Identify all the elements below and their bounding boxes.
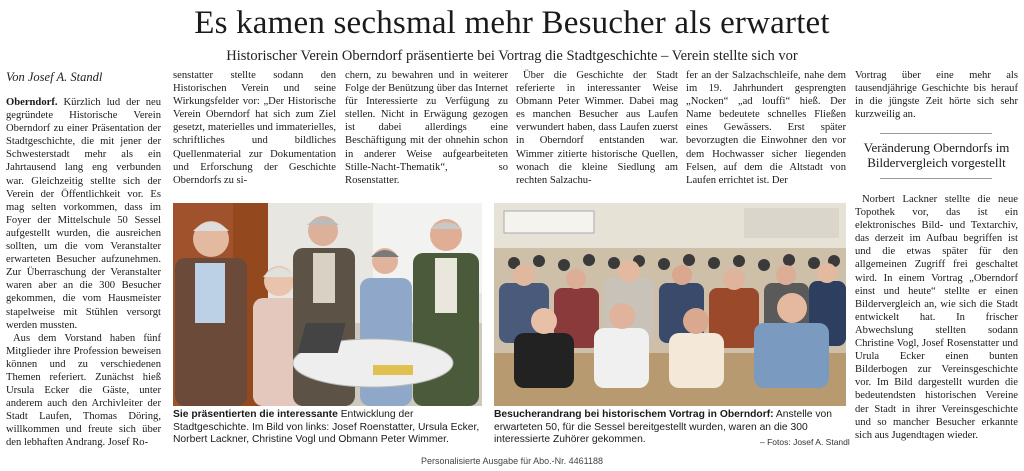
caption-bold: Besucherandrang bei historischem Vortrag in Oberndorf: [494, 409, 774, 420]
caption-text: Entwicklung der Stadtgeschichte. Im Bild von links: Josef Roenstatter, Ursula Ecker, Norbert Lackner, Christine Vogl und Obmann Peter Wimmer. [173, 409, 480, 446]
lead-text: Kürzlich lud der neu gegründete Historische Verein Oberndorf zu einer Präsentation der Stadtgeschichte, die mit jener der Schwesterstadt mehr als ein Jahrtausend lang eng verbunden war. Gleichzeitig stellte sich der Verein der Öffentlichkeit vor. Es mag selten vorkommen, dass im Foyer der Mittelschule 50 Sessel aufgestellt wurden, die ausreichen sollten, um die vom Veranstalter erwarteten Besucher aufzunehmen. Zur Überraschung der Veranstalter waren aber an die 300 Besucher gekommen, die vom Hausmeister stapelweise mit Stühlen versorgt werden mussten. [6, 97, 161, 331]
lead-place: Oberndorf. [6, 97, 58, 108]
caption-bold: Sie präsentierten die interessante [173, 409, 338, 420]
article-column-1 [6, 96, 161, 450]
paragraph: Aus dem Vorstand haben fünf Mitglieder ihre Profession beweisen können und zu verschiedenen Themen referiert. Zunächst hieß Ursula Ecker die Gäste, unter anderem auch den Archivleiter der Stadt Laufen, Thomas Döring, willkommen und freute sich über den lebhaften Andrang. Josef Ro- [6, 332, 161, 449]
byline: Von Josef A. Standl [6, 70, 103, 84]
article-column-2 [173, 69, 336, 187]
article-column-6-top [855, 69, 1018, 121]
lead-paragraph [6, 96, 161, 332]
section-heading: Veränderung Oberndorfs im Bildervergleich vorgestellt [863, 140, 1010, 170]
speakers-photo [173, 203, 482, 406]
paragraph: senstatter stellte sodann den Historischen Verein und seine Wirkungsfelder vor: „Der Historische Verein Oberndorf hat sich zum Ziel gesetzt, materielles und immaterielles, schriftliches und bildliches Quellenmaterial zur Dokumentation und Erforschung der Geschichte Oberndorfs zu si- [173, 70, 336, 186]
article-column-6-body [855, 193, 1018, 442]
paragraph: Vortrag über eine mehr als tausendjährige Geschichte bis herauf in die jüngste Zeit hörte sich sehr kurzweilig an. [855, 70, 1018, 121]
footer-subscription-note: Personalisierte Ausgabe für Abo.-Nr. 4461188 [421, 456, 603, 466]
article-column-4 [516, 69, 678, 187]
headline: Es kamen sechsmal mehr Besucher als erwartet [194, 5, 830, 41]
divider [880, 178, 992, 179]
paragraph: Norbert Lackner stellte die neue Topothek vor, das ist ein elektronisches Bild- und Textarchiv, das derzeit im Aufbau begriffen ist und die etwas später für den allgemeinen Zugriff frei geschaltet wird. In einem Vortrag „Oberndorf einst und heute“ stellte er einen Bildervergleich an, wie sich die Stadt entwickelt hat. In frischer Abwechslung stellten sodann Christine Vogl, Josef Rosenstatter und Urula Ecker einen bunten Bilderbogen zur Vereinsgeschichte vor. Im Bild dargestellt wurden die bedeutendsten historischen Vereine der Stadt in ihrer Vereinsgeschichte und so mancher Besucher erkannte sich aus Jugendtagen wieder. [855, 194, 1018, 441]
photo-credit: – Fotos: Josef A. Standl [760, 437, 850, 447]
paragraph: fer an der Salzachschleife, nahe dem im 19. Jahrhundert gesprengten „Nocken“ „ad louffi“ hieß. Der Name bedeutete schnelles Fließen eines Gewässers. Erst später bevorzugten die Einwohner den vor dem Hochwasser sicher liegenden Felsen, auf dem die Altstadt von Laufen errichtet ist. Der [686, 70, 846, 186]
subheadline: Historischer Verein Oberndorf präsentierte bei Vortrag die Stadtgeschichte – Verein stellte sich vor [226, 48, 798, 64]
paragraph: Über die Geschichte der Stadt referierte in interessanter Weise Obmann Peter Wimmer. Dabei mag es manchen Besucher aus Laufen verwundert haben, dass Laufen zuerst in Oberndorf entstanden war. Wimmer zitierte historische Quellen, wonach die kleine Siedlung am rechten Salzachu- [516, 70, 678, 186]
caption-text: Anstelle von erwarteten 50, für die Sessel bereitgestellt wurden, waren an die 300 interessierte Zuhörer gekommen. [494, 409, 832, 446]
audience-photo [494, 203, 846, 406]
article-column-3 [345, 69, 508, 187]
paragraph: chern, zu bewahren und in weiterer Folge der Benützung über das Internet für Interessierte zu Verfügung zu stellen. Nicht in Erwägung gezogen ist dabei allerdings eine Beschäftigung mit der ohnehin schon in anderer Weise aufgearbeiteten Stille-Nacht-Thematik“, so Rosenstatter. [345, 70, 508, 186]
caption-speakers [173, 409, 485, 447]
divider [880, 133, 992, 134]
article-column-5 [686, 69, 846, 187]
